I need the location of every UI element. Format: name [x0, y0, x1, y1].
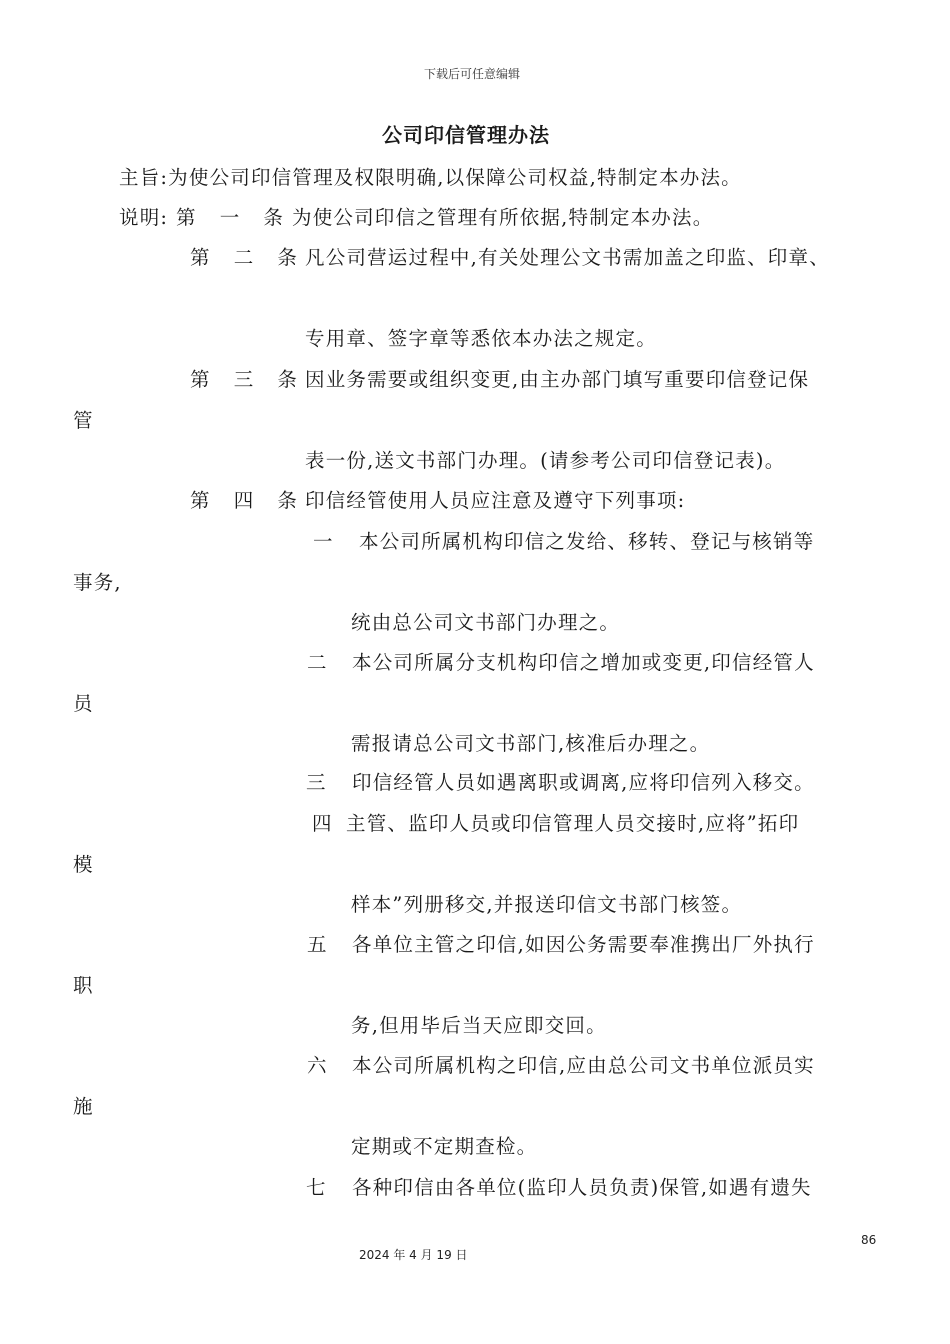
article-3-wrap: 管: [73, 409, 94, 432]
item-7-number: 七: [306, 1176, 327, 1199]
item-2-continued: 需报请总公司文书部门,核准后办理之。: [351, 732, 711, 755]
item-6-continued: 定期或不定期查检。: [351, 1135, 538, 1158]
article-1-label: 第 一 条: [176, 206, 292, 229]
item-2-wrap: 员: [73, 692, 94, 715]
article-3-continued: 表一份,送文书部门办理。(请参考公司印信登记表)。: [305, 449, 786, 472]
page-number: 86: [861, 1233, 877, 1247]
item-1-wrap: 事务,: [73, 571, 122, 594]
article-2-continued: 专用章、签字章等悉依本办法之规定。: [305, 327, 657, 350]
item-6-text: 本公司所属机构之印信,应由总公司文书单位派员实: [352, 1054, 815, 1077]
item-1-text: 本公司所属机构印信之发给、移转、登记与核销等: [359, 530, 815, 553]
item-2-number: 二: [307, 651, 328, 674]
article-2-label: 第 二 条: [190, 246, 306, 269]
item-7-text: 各种印信由各单位(监印人员负责)保管,如遇有遗失: [352, 1176, 812, 1199]
item-5-continued: 务,但用毕后当天应即交回。: [351, 1014, 607, 1037]
item-5-text: 各单位主管之印信,如因公务需要奉准携出厂外执行: [352, 933, 815, 956]
article-3-text: 因业务需要或组织变更,由主办部门填写重要印信登记保: [305, 368, 810, 391]
item-6-wrap: 施: [73, 1095, 94, 1118]
item-3-text: 印信经管人员如遇离职或调离,应将印信列入移交。: [352, 771, 815, 794]
item-4-continued: 样本”列册移交,并报送印信文书部门核签。: [351, 893, 743, 916]
article-4-label: 第 四 条: [190, 489, 306, 512]
item-5-number: 五: [307, 933, 328, 956]
document-title: 公司印信管理办法: [382, 123, 550, 147]
item-2-text: 本公司所属分支机构印信之增加或变更,印信经管人: [352, 651, 815, 674]
explain-label: 说明:: [119, 206, 169, 229]
item-4-number: 四: [312, 812, 333, 835]
article-2-text: 凡公司营运过程中,有关处理公文书需加盖之印监、印章、: [305, 246, 830, 269]
article-3-label: 第 三 条: [190, 368, 306, 391]
article-1-text: 为使公司印信之管理有所依据,特制定本办法。: [292, 206, 714, 229]
item-4-wrap: 模: [73, 853, 94, 876]
item-1-number: 一: [313, 530, 334, 553]
item-3-number: 三: [306, 771, 327, 794]
purpose-line: 主旨:为使公司印信管理及权限明确,以保障公司权益,特制定本办法。: [119, 166, 742, 189]
footer-date: 2024 年 4 月 19 日: [359, 1248, 468, 1262]
page-header: 下载后可任意编辑: [424, 67, 521, 81]
item-1-continued: 统由总公司文书部门办理之。: [351, 611, 621, 634]
item-5-wrap: 职: [73, 974, 94, 997]
article-4-text: 印信经管使用人员应注意及遵守下列事项:: [305, 489, 686, 512]
item-4-text: 主管、监印人员或印信管理人员交接时,应将”拓印: [346, 812, 800, 835]
item-6-number: 六: [307, 1054, 328, 1077]
